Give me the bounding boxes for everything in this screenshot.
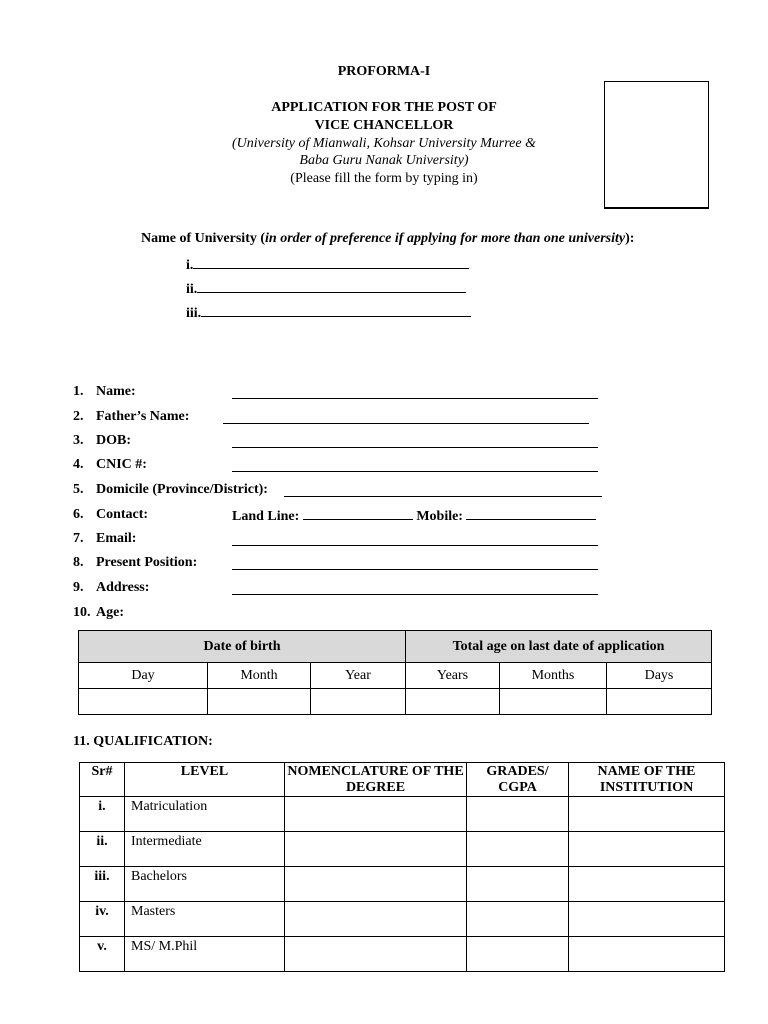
university-choice-label-end: ): bbox=[625, 231, 635, 246]
university-option-1[interactable] bbox=[186, 256, 469, 274]
field-present-position bbox=[73, 555, 197, 571]
institution-cell[interactable] bbox=[569, 797, 725, 832]
days-input-cell[interactable] bbox=[607, 689, 712, 715]
field-name bbox=[73, 384, 136, 400]
field-name-label: Name: bbox=[96, 384, 136, 399]
dob-input-line[interactable] bbox=[232, 435, 598, 448]
row-sr: v. bbox=[80, 937, 125, 972]
mobile-input-line[interactable] bbox=[466, 507, 596, 520]
contact-numbers bbox=[232, 507, 596, 525]
qualification-row bbox=[80, 902, 725, 937]
field-age-num: 10. bbox=[73, 605, 91, 620]
total-age-header: Total age on last date of application bbox=[406, 631, 712, 663]
field-contact bbox=[73, 507, 148, 523]
field-address-label: Address: bbox=[96, 580, 150, 595]
year-column-header: Year bbox=[311, 663, 406, 689]
application-title-line1: APPLICATION FOR THE POST OF bbox=[271, 100, 497, 115]
university-option-3[interactable] bbox=[186, 304, 471, 322]
field-name-num: 1. bbox=[73, 384, 84, 399]
field-position-num: 8. bbox=[73, 555, 84, 570]
university-option-2-num: ii. bbox=[186, 282, 198, 297]
landline-label: Land Line: bbox=[232, 509, 300, 524]
cnic-input-line[interactable] bbox=[232, 459, 598, 472]
field-address-num: 9. bbox=[73, 580, 84, 595]
university-option-3-line[interactable] bbox=[201, 304, 471, 317]
field-father-num: 2. bbox=[73, 409, 84, 424]
row-level: Intermediate bbox=[125, 832, 285, 867]
year-input-cell[interactable] bbox=[311, 689, 406, 715]
qualification-row bbox=[80, 797, 725, 832]
domicile-input-line[interactable] bbox=[284, 484, 602, 497]
row-level: Masters bbox=[125, 902, 285, 937]
field-father-name bbox=[73, 409, 189, 425]
field-cnic-label: CNIC #: bbox=[96, 457, 147, 472]
days-column-header: Days bbox=[607, 663, 712, 689]
father-name-input-line[interactable] bbox=[223, 411, 589, 424]
present-position-input-line[interactable] bbox=[232, 557, 598, 570]
nomenclature-cell[interactable] bbox=[285, 832, 467, 867]
qualification-heading: 11. QUALIFICATION: bbox=[73, 734, 213, 749]
institution-cell[interactable] bbox=[569, 937, 725, 972]
level-column-header: LEVEL bbox=[125, 763, 285, 797]
university-option-2-line[interactable] bbox=[197, 280, 466, 293]
grades-cell[interactable] bbox=[467, 867, 569, 902]
fill-instruction: (Please fill the form by typing in) bbox=[290, 171, 478, 186]
row-sr: iii. bbox=[80, 867, 125, 902]
institution-cell[interactable] bbox=[569, 867, 725, 902]
qualification-row bbox=[80, 937, 725, 972]
nomenclature-cell[interactable] bbox=[285, 902, 467, 937]
university-choice-label-italic: in order of preference if applying for more than one university bbox=[265, 231, 626, 246]
field-contact-label: Contact: bbox=[96, 507, 149, 522]
day-column-header: Day bbox=[79, 663, 208, 689]
grades-cell[interactable] bbox=[467, 797, 569, 832]
qualification-table bbox=[79, 762, 725, 972]
date-of-birth-header: Date of birth bbox=[79, 631, 406, 663]
institution-cell[interactable] bbox=[569, 902, 725, 937]
photo-box[interactable] bbox=[604, 81, 709, 209]
row-sr: iv. bbox=[80, 902, 125, 937]
landline-input-line[interactable] bbox=[303, 507, 413, 520]
nomenclature-cell[interactable] bbox=[285, 937, 467, 972]
university-option-1-line[interactable] bbox=[193, 256, 469, 269]
row-level: Matriculation bbox=[125, 797, 285, 832]
universities-line1: (University of Mianwali, Kohsar University Murree & bbox=[232, 136, 536, 151]
row-sr: ii. bbox=[80, 832, 125, 867]
month-column-header: Month bbox=[208, 663, 311, 689]
email-input-line[interactable] bbox=[232, 533, 598, 546]
universities-line2: Baba Guru Nanak University) bbox=[299, 153, 469, 168]
institution-column-header: NAME OF THE INSTITUTION bbox=[569, 763, 725, 797]
month-input-cell[interactable] bbox=[208, 689, 311, 715]
name-input-line[interactable] bbox=[232, 386, 598, 399]
field-dob-num: 3. bbox=[73, 433, 84, 448]
field-domicile-num: 5. bbox=[73, 482, 84, 497]
months-input-cell[interactable] bbox=[500, 689, 607, 715]
university-option-2[interactable] bbox=[186, 280, 466, 298]
field-domicile bbox=[73, 482, 268, 498]
day-input-cell[interactable] bbox=[79, 689, 208, 715]
mobile-label: Mobile: bbox=[416, 509, 463, 524]
grades-cell[interactable] bbox=[467, 832, 569, 867]
field-cnic-num: 4. bbox=[73, 457, 84, 472]
grades-column-header: GRADES/ CGPA bbox=[467, 763, 569, 797]
field-age bbox=[73, 605, 124, 621]
months-column-header: Months bbox=[500, 663, 607, 689]
row-level: MS/ M.Phil bbox=[125, 937, 285, 972]
field-cnic bbox=[73, 457, 147, 473]
institution-cell[interactable] bbox=[569, 832, 725, 867]
university-choice-label-start: Name of University ( bbox=[141, 231, 266, 246]
field-address bbox=[73, 580, 149, 596]
row-sr: i. bbox=[80, 797, 125, 832]
field-position-label: Present Position: bbox=[96, 555, 198, 570]
age-table bbox=[78, 630, 712, 715]
nomenclature-column-header: NOMENCLATURE OF THE DEGREE bbox=[285, 763, 467, 797]
university-choice-label bbox=[141, 231, 634, 247]
years-input-cell[interactable] bbox=[406, 689, 500, 715]
qualification-row bbox=[80, 832, 725, 867]
proforma-title: PROFORMA-I bbox=[337, 64, 431, 79]
sr-column-header: Sr# bbox=[80, 763, 125, 797]
nomenclature-cell[interactable] bbox=[285, 867, 467, 902]
field-domicile-label: Domicile (Province/District): bbox=[96, 482, 268, 497]
field-age-label: Age: bbox=[96, 605, 124, 620]
field-email-num: 7. bbox=[73, 531, 84, 546]
field-email bbox=[73, 531, 136, 547]
years-column-header: Years bbox=[406, 663, 500, 689]
row-level: Bachelors bbox=[125, 867, 285, 902]
application-title-line2: VICE CHANCELLOR bbox=[314, 118, 454, 133]
university-option-3-num: iii. bbox=[186, 306, 202, 321]
qualification-row bbox=[80, 867, 725, 902]
nomenclature-cell[interactable] bbox=[285, 797, 467, 832]
grades-cell[interactable] bbox=[467, 902, 569, 937]
grades-cell[interactable] bbox=[467, 937, 569, 972]
field-contact-num: 6. bbox=[73, 507, 84, 522]
field-dob-label: DOB: bbox=[96, 433, 131, 448]
field-father-label: Father’s Name: bbox=[96, 409, 190, 424]
field-dob bbox=[73, 433, 131, 449]
address-input-line[interactable] bbox=[232, 582, 598, 595]
university-option-1-num: i. bbox=[186, 258, 194, 273]
field-email-label: Email: bbox=[96, 531, 137, 546]
